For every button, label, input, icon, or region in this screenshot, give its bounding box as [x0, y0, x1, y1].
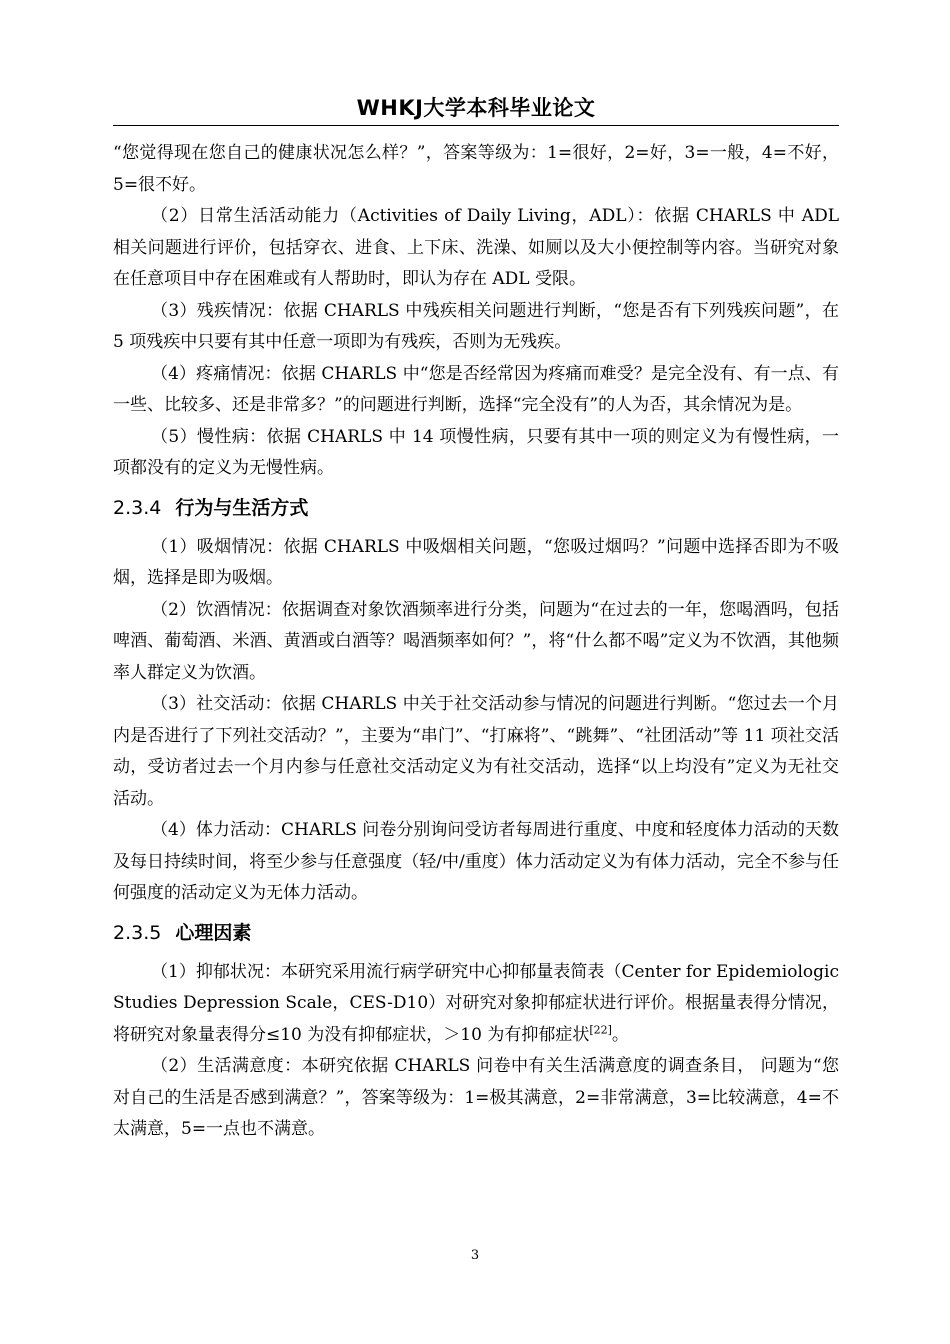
section-heading-2-3-4: [113, 485, 839, 532]
paragraph-text: （1）抑郁状况：本研究采用流行病学研究中心抑郁量表简表（Center for Epidemiologic Studies Depression Scale，CES-D10）对研究对象抑郁症状进行评价。根据量表得分情况，将研究对象量表得分≤10 为没有抑郁症状，＞10 为有抑郁症状: [113, 961, 839, 1045]
page-header-title: WHKJ大学本科毕业论文: [356, 96, 596, 120]
section-number: 2.3.5: [113, 921, 162, 944]
paragraph: （1）吸烟情况：依据 CHARLS 中吸烟相关问题，“您吸过烟吗？”问题中选择否即为不吸烟，选择是即为吸烟。: [113, 536, 839, 588]
paragraph: （3）社交活动：依据 CHARLS 中关于社交活动参与情况的问题进行判断。“您过去一个月内是否进行了下列社交活动？”，主要为“串门”、“打麻将”、“跳舞”、“社团活动”等 11 项社交活动，受访者过去一个月内参与任意社交活动定义为有社交活动，选择“以上均没有”定义为无社交活动。: [113, 694, 839, 809]
paragraph-end: 。: [611, 1024, 629, 1045]
page-number: 3: [470, 1248, 480, 1263]
paragraph: [113, 957, 839, 1052]
paragraph: （4）体力活动：CHARLS 问卷分别询问受访者每周进行重度、中度和轻度体力活动的天数及每日持续时间，将至少参与任意强度（轻/中/重度）体力活动定义为有体力活动，完全不参与任何强度的活动定义为无体力活动。: [113, 820, 839, 903]
citation-reference[interactable]: [22]: [589, 1022, 612, 1036]
section-heading-2-3-5: [113, 910, 839, 957]
paragraph: （5）慢性病：依据 CHARLS 中 14 项慢性病，只要有其中一项的则定义为有慢性病，一项都没有的定义为无慢性病。: [113, 426, 839, 478]
paragraph: （2）生活满意度：本研究依据 CHARLS 问卷中有关生活满意度的调查条目， 问题为“您对自己的生活是否感到满意？”，答案等级为：1=极其满意，2=非常满意，3=比较满意，4=不太满意，5=一点也不满意。: [113, 1056, 839, 1139]
paragraph: （2）饮酒情况：依据调查对象饮酒频率进行分类，问题为“在过去的一年，您喝酒吗，包括啤酒、葡萄酒、米酒、黄酒或白酒等？喝酒频率如何？”，将“什么都不喝”定义为不饮酒，其他频率人群定义为饮酒。: [113, 599, 839, 683]
section-title: 行为与生活方式: [175, 496, 309, 519]
paragraph: （3）残疾情况：依据 CHARLS 中残疾相关问题进行判断，“您是否有下列残疾问题”，在 5 项残疾中只要有其中任意一项即为有残疾，否则为无残疾。: [113, 300, 839, 352]
paragraph: （4）疼痛情况：依据 CHARLS 中“您是否经常因为疼痛而难受？是完全没有、有一点、有一些、比较多、还是非常多？”的问题进行判断，选择“完全没有”的人为否，其余情况为是。: [113, 363, 839, 415]
header-rule: [113, 125, 839, 126]
page-body: [113, 138, 839, 1146]
paragraph: （2）日常生活活动能力（Activities of Daily Living，ADL）：依据 CHARLS 中 ADL 相关问题进行评价，包括穿衣、进食、上下床、洗澡、如厕以及大小便控制等内容。当研究对象在任意项目中存在困难或有人帮助时，即认为存在 ADL 受限。: [113, 206, 839, 289]
paragraph: “您觉得现在您自己的健康状况怎么样？”，答案等级为：1=很好，2=好，3=一般，4=不好，5=很不好。: [113, 143, 839, 195]
section-number: 2.3.4: [113, 496, 162, 519]
section-title: 心理因素: [175, 921, 252, 944]
